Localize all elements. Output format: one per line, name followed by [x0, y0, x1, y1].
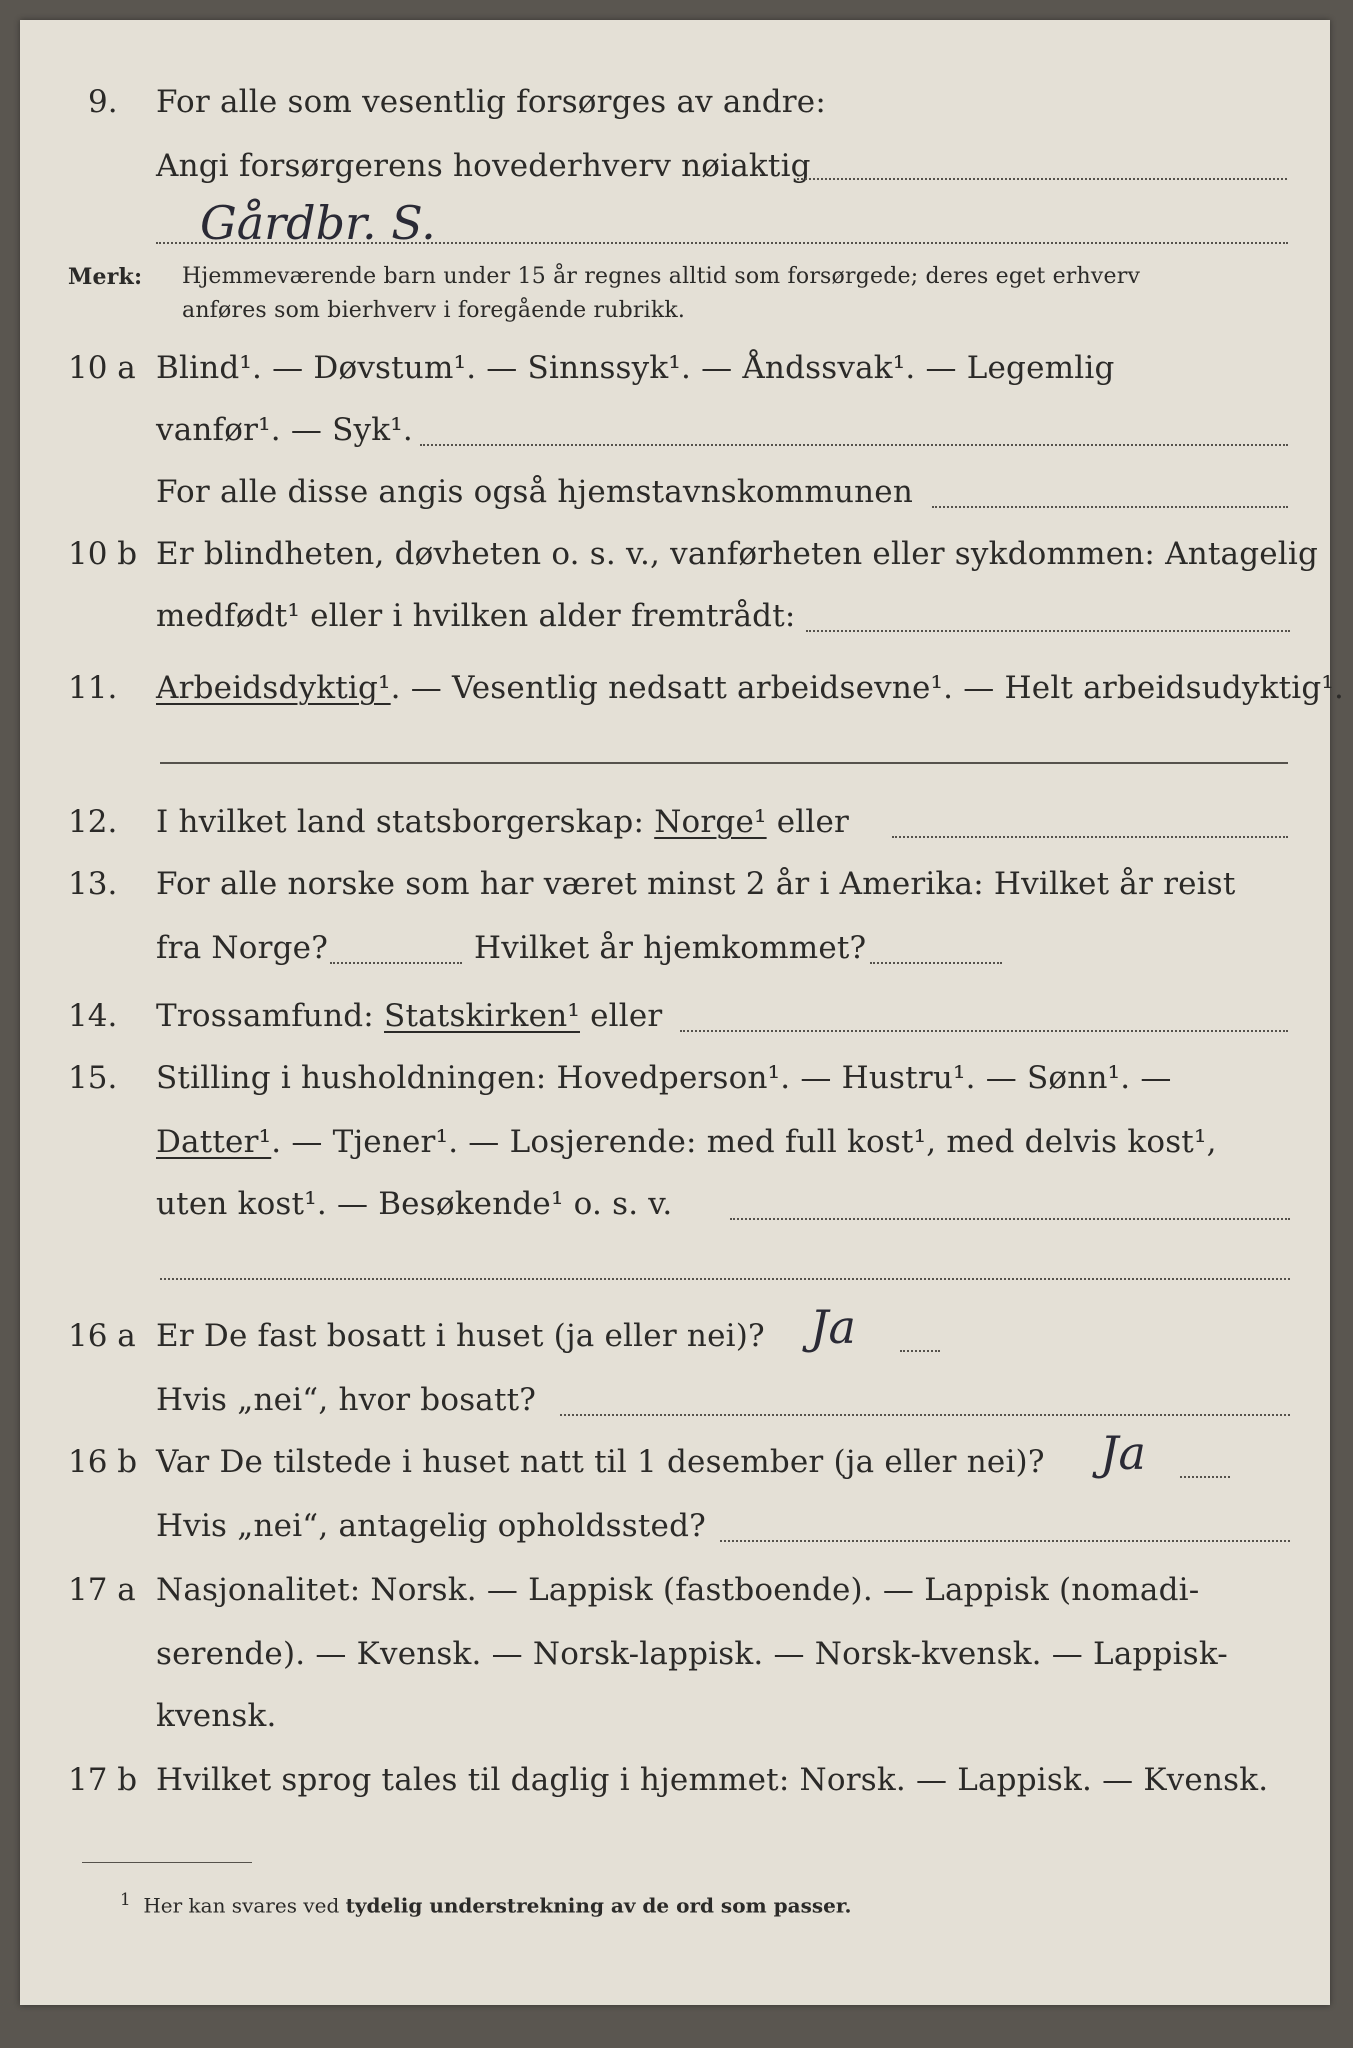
q16b-line1: Var De tilstede i huset natt til 1 desember (ja eller nei)? — [156, 1444, 1045, 1480]
q12-selected-option: Norge¹ — [654, 804, 767, 840]
footnote-text: Her kan svares ved — [143, 1893, 340, 1918]
q12-number: 12. — [68, 804, 118, 840]
q13-fill-line-1 — [330, 962, 462, 964]
q15-number: 15. — [68, 1060, 118, 1096]
q11-rest: . — Vesentlig nedsatt arbeidsevne¹. — Helt arbeidsudyktig¹. — [390, 670, 1345, 706]
q10b-number: 10 b — [68, 536, 138, 572]
q16b-line2: Hvis „nei“, antagelig opholdssted? — [156, 1508, 706, 1544]
q13-line1: For alle norske som har været minst 2 år i Amerika: Hvilket år reist — [156, 866, 1236, 902]
q16b-fill-line-1 — [1180, 1476, 1230, 1478]
q17b-number: 17 b — [68, 1762, 138, 1798]
q15-answer-line — [160, 1278, 1290, 1280]
q14-pre: Trossamfund: — [156, 998, 374, 1034]
q16a-line2: Hvis „nei“, hvor bosatt? — [156, 1382, 537, 1418]
footnote — [120, 1890, 852, 1918]
q9-number: 9. — [88, 84, 118, 120]
q16a-fill-line-1 — [900, 1350, 940, 1352]
q16a-line1: Er De fast bosatt i huset (ja eller nei)? — [156, 1318, 765, 1354]
q16b-handwritten-answer: Ja — [1100, 1426, 1146, 1480]
census-form-page — [20, 20, 1345, 2005]
q10a-line1: Blind¹. — Døvstum¹. — Sinnssyk¹. — Åndssvak¹. — Legemlig — [156, 350, 1115, 386]
q15-line3: uten kost¹. — Besøkende¹ o. s. v. — [156, 1186, 673, 1222]
q17b-line1: Hvilket sprog tales til daglig i hjemmet: Norsk. — Lappisk. — Kvensk. — [156, 1762, 1269, 1798]
merk-line1: Hjemmeværende barn under 15 år regnes alltid som forsørgede; deres eget erhverv — [182, 264, 1141, 289]
q10a-number: 10 a — [68, 350, 136, 386]
q9-fill-line — [797, 178, 1287, 180]
q15-line2-rest: . — Tjener¹. — Losjerende: med full kost¹, med delvis kost¹, — [271, 1124, 1217, 1160]
q17a-line2: serende). — Kvensk. — Norsk-lappisk. — Norsk-kvensk. — Lappisk- — [156, 1636, 1228, 1672]
q16b-fill-line-2 — [720, 1540, 1290, 1542]
q9-line1: For alle som vesentlig forsørges av andre: — [156, 84, 826, 120]
q13-part1: fra Norge? — [156, 930, 329, 966]
q13-fill-line-2 — [870, 962, 1002, 964]
q11-number: 11. — [68, 670, 118, 706]
q12-pre: I hvilket land statsborgerskap: — [156, 804, 645, 840]
q12-text — [156, 804, 849, 840]
q17a-line1: Nasjonalitet: Norsk. — Lappisk (fastboende). — Lappisk (nomadi- — [156, 1572, 1200, 1608]
q15-line2 — [156, 1124, 1217, 1160]
q13-number: 13. — [68, 866, 118, 902]
footnote-bold-text: tydelig understrekning av de ord som passer. — [345, 1893, 852, 1918]
q14-fill-line — [680, 1030, 1288, 1032]
q16b-number: 16 b — [68, 1444, 138, 1480]
q10a-line2: vanfør¹. — Syk¹. — [156, 412, 413, 448]
q14-post: eller — [590, 998, 663, 1034]
q15-line1: Stilling i husholdningen: Hovedperson¹. — Hustru¹. — Sønn¹. — — [156, 1060, 1172, 1096]
q10a-line3: For alle disse angis også hjemstavnskommunen — [156, 474, 913, 510]
q11-answer-line — [160, 762, 1288, 764]
q16a-handwritten-answer: Ja — [810, 1300, 856, 1354]
q9-handwritten-answer: Gårdbr. S. — [200, 196, 436, 250]
q14-selected-option: Statskirken¹ — [384, 998, 580, 1034]
q11-text — [156, 670, 1344, 706]
q14-number: 14. — [68, 998, 118, 1034]
q15-fill-line — [730, 1218, 1290, 1220]
q10b-line1: Er blindheten, døvheten o. s. v., vanførheten eller sykdommen: Antagelig — [156, 536, 1319, 572]
q10a-fill-line-1 — [420, 444, 1288, 446]
q10a-fill-line-2 — [932, 506, 1288, 508]
q16a-number: 16 a — [68, 1318, 136, 1354]
q9-line2: Angi forsørgerens hovederhverv nøiaktig — [156, 148, 811, 184]
q12-post: eller — [776, 804, 850, 840]
q17a-line3: kvensk. — [156, 1698, 277, 1734]
merk-line2: anføres som bierhverv i foregående rubrikk. — [182, 298, 686, 323]
q11-selected-option: Arbeidsdyktig¹ — [156, 670, 391, 706]
q13-part2: Hvilket år hjemkommet? — [474, 930, 867, 966]
merk-label: Merk: — [68, 264, 143, 290]
q10b-line2: medfødt¹ eller i hvilken alder fremtrådt: — [156, 598, 796, 634]
q12-fill-line — [892, 836, 1288, 838]
q15-selected-option: Datter¹ — [156, 1124, 272, 1160]
q17a-number: 17 a — [68, 1572, 136, 1608]
q9-answer-line — [156, 242, 1288, 244]
q16a-fill-line-2 — [560, 1414, 1290, 1416]
q10b-fill-line — [806, 630, 1290, 632]
footnote-mark: 1 — [120, 1890, 131, 1909]
q14-text — [156, 998, 662, 1034]
footnote-rule — [82, 1862, 252, 1863]
